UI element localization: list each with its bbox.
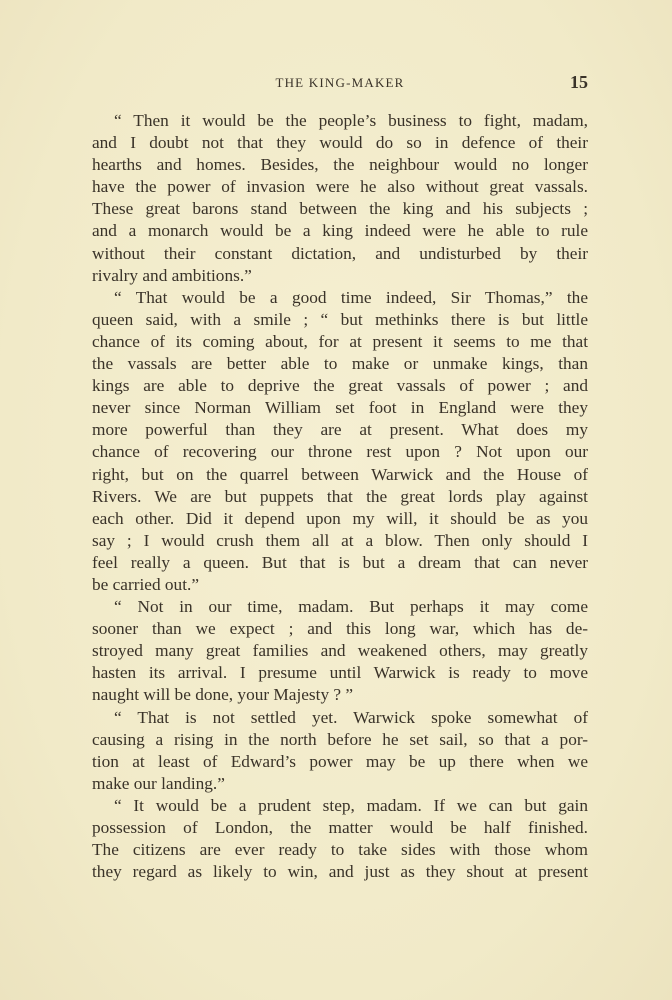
text-line: causing a rising in the north before he set sail, so that a por- bbox=[92, 729, 588, 749]
text-line: make our landing.” bbox=[92, 773, 225, 793]
running-title: THE KING-MAKER bbox=[275, 75, 405, 90]
text-line: and a monarch would be a king indeed were he able to rule bbox=[92, 221, 588, 241]
paragraph bbox=[92, 795, 588, 883]
text-line: hearths and homes. Besides, the neighbour would no longer bbox=[92, 155, 588, 175]
page-header bbox=[92, 72, 588, 94]
text-line: more powerful than they are at present. What does my bbox=[92, 420, 588, 440]
text-line: each other. Did it depend upon my will, it should be as you bbox=[92, 508, 588, 528]
text-line: “ Then it would be the people’s business to fight, madam, bbox=[114, 111, 588, 130]
text-line: Rivers. We are but puppets that the great lords play against bbox=[92, 486, 588, 506]
text-line: they regard as likely to win, and just as they shout at present bbox=[92, 862, 588, 882]
paragraph bbox=[92, 287, 588, 596]
paragraph bbox=[92, 596, 588, 706]
text-line: “ That would be a good time indeed, Sir Thomas,” the bbox=[114, 287, 588, 307]
text-line: chance of its coming about, for at present it seems to me that bbox=[92, 331, 588, 351]
text-line: right, but on the quarrel between Warwick and the House of bbox=[92, 464, 588, 484]
text-line: These great barons stand between the king and his subjects ; bbox=[92, 199, 588, 219]
text-line: queen said, with a smile ; “ but methinks there is but little bbox=[92, 309, 588, 329]
page-number: 15 bbox=[570, 72, 588, 92]
text-line: kings are able to deprive the great vassals of power ; and bbox=[92, 376, 588, 396]
text-line: rivalry and ambitions.” bbox=[92, 265, 252, 285]
text-line: sooner than we expect ; and this long war, which has de- bbox=[92, 619, 588, 639]
text-line: “ It would be a prudent step, madam. If we can but gain bbox=[114, 795, 588, 815]
text-line: stroyed many great families and weakened others, may greatly bbox=[92, 641, 588, 661]
text-line: the vassals are better able to make or unmake kings, than bbox=[92, 354, 588, 374]
text-line: “ That is not settled yet. Warwick spoke somewhat of bbox=[114, 707, 588, 727]
text-line: feel really a queen. But that is but a dream that can never bbox=[92, 552, 588, 572]
paragraph bbox=[92, 110, 588, 287]
text-line: without their constant dictation, and undisturbed by their bbox=[92, 243, 588, 263]
body-text bbox=[92, 110, 588, 883]
text-line: chance of recovering our throne rest upon ? Not upon our bbox=[92, 442, 588, 462]
text-line: The citizens are ever ready to take sides with those whom bbox=[92, 840, 588, 860]
text-line: tion at least of Edward’s power may be up there when we bbox=[92, 751, 588, 771]
text-line: say ; I would crush them all at a blow. Then only should I bbox=[92, 530, 588, 550]
text-line: never since Norman William set foot in England were they bbox=[92, 398, 588, 418]
text-line: hasten its arrival. I presume until Warwick is ready to move bbox=[92, 663, 588, 683]
text-line: be carried out.” bbox=[92, 574, 199, 594]
text-line: possession of London, the matter would be half finished. bbox=[92, 818, 588, 837]
text-line: naught will be done, your Majesty ? ” bbox=[92, 685, 354, 705]
text-line: “ Not in our time, madam. But perhaps it may come bbox=[114, 597, 588, 617]
paragraph bbox=[92, 707, 588, 795]
text-line: and I doubt not that they would do so in defence of their bbox=[92, 133, 588, 153]
text-line: have the power of invasion were he also without great vassals. bbox=[92, 177, 588, 197]
